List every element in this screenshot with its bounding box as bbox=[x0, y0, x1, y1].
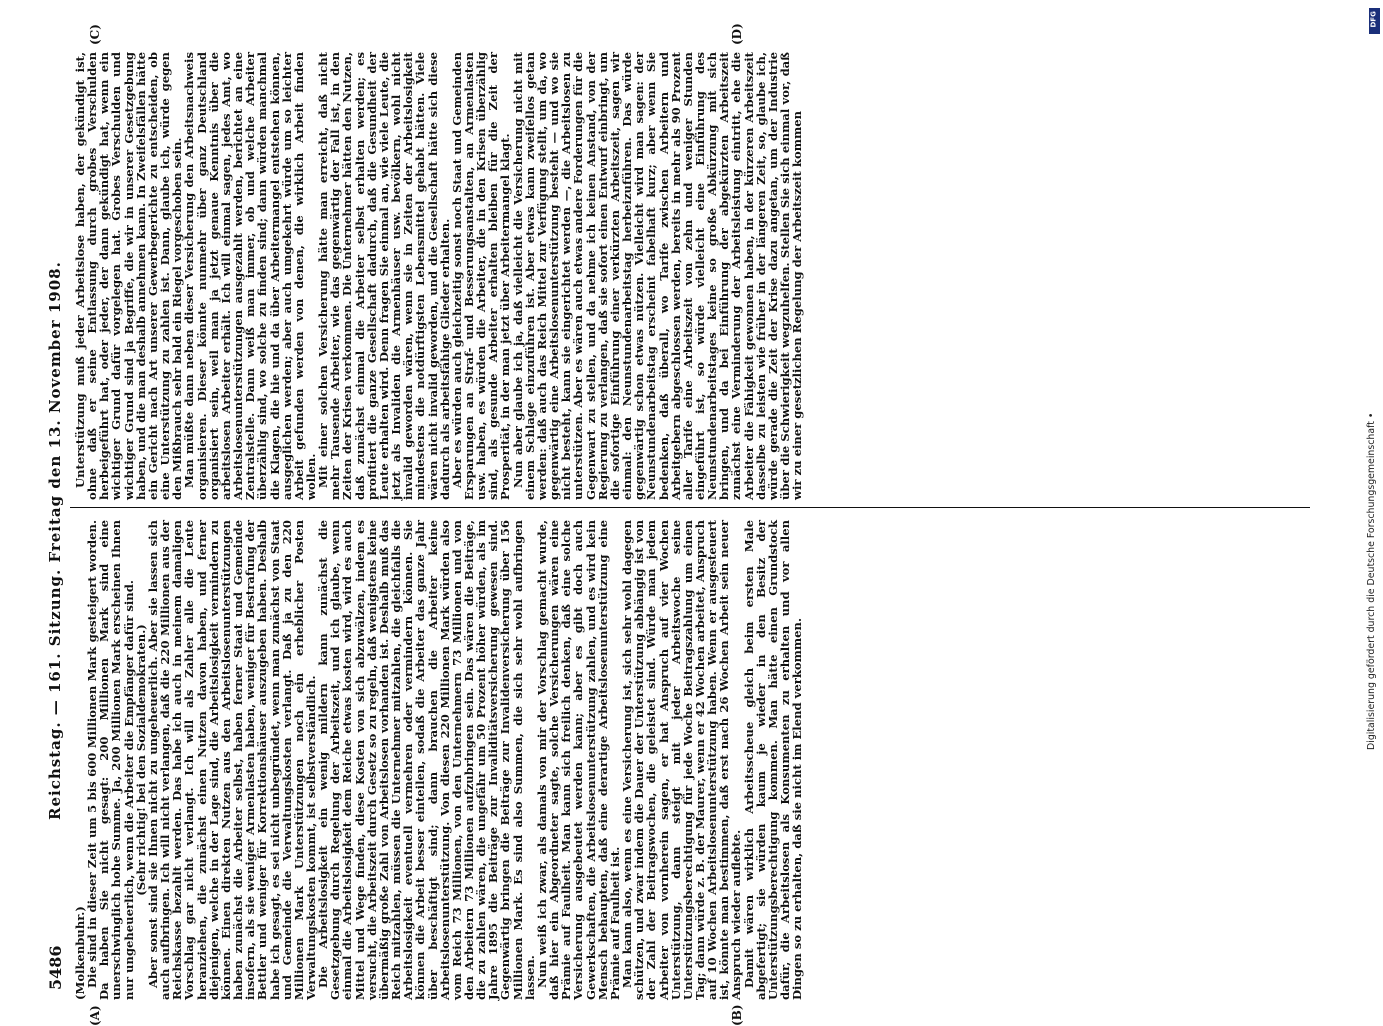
paragraph: Die sind in dieser Zeit um 5 bis 600 Millionen Mark gesteigert worden. Da haben Sie nicht gesagt: 200 Millionen Mark sind eine unerschwinglich hohe Summe. Ja, 200 Millionen Mark erscheinen Ihnen nur ungeheuerlich, wenn die Arbeiter die Empfänger dafür sind. bbox=[86, 520, 135, 1000]
paragraph: Mit einer solchen Versicherung hätte man erreicht, daß nicht mehr Tausende Arbeiter, wie das gegenwärtig der Fall ist, in den Zeiten der Krisen verkommen. Die Unternehmer hätten den Nutzen, daß zunächst einmal die Arbeiter selbst erhalten werden; es profitiert die ganze Gesellschaft dadurch, daß die Gesundheit der Leute erhalten wird. Denn fragen Sie einmal an, wie viele Leute, die jetzt als Invaliden die Armenhäuser usw. bevölkern, wohl nicht invalid geworden wären, wenn sie in Zeiten der Arbeitslosigkeit mindestens die notdürftigsten Lebensmittel gehabt hätten. Viele wären nicht invalid geworden, und die Gesellschaft hätte sich diese dadurch als arbeitsfähige Glieder erhalten. bbox=[317, 52, 451, 500]
paragraph: Damit wären wirklich Arbeitsscheue gleich beim ersten Male abgefertigt; sie würden kaum je wieder in den Besitz der Unterstützungsberechtigung kommen. Man hätte einen Grundstock dafür, die Arbeitslosen als Konsumenten zu erhalten und vor allen Dingen so zu erhalten, daß sie nicht im Elend verkommen. bbox=[743, 520, 804, 1000]
dfg-logo-icon: DFG bbox=[1369, 8, 1380, 34]
rotated-newspaper-page bbox=[40, 20, 1340, 1000]
paragraph: Nun aber glaube ich ja, daß vielleicht die Versicherung nicht mit einem Schlage einzuführen ist. Aber etwas kann zweifellos getan werden: daß auch das Reich Mittel zur Verfügung stellt, um da, wo gegenwärtig eine Arbeitslosenunterstützung besteht — und wo sie nicht besteht, kann sie eingerichtet werden —, die Arbeitslosen zu unterstützen. Aber es wären auch etwas andere Forderungen für die Gegenwart zu stellen, und da nehme ich keinen Anstand, von der Regierung zu verlangen, daß sie sofort einen Entwurf einbringt, um die sofortige Einführung einer verkürzten Arbeitszeit, sagen wir einmal: den Neunstundenarbeitstag herbeizuführen. Das würde gegenwärtig schon etwas nützen. Vielleicht wird man sagen: der Neunstundenarbeitstag erscheint fabelhaft kurz; aber wenn Sie bedenken, daß überall, wo Tarife zwischen Arbeitern und Arbeitgebern abgeschlossen werden, bereits in mehr als 90 Prozent aller Tarife eine Arbeitszeit von zehn und weniger Stunden eingeführt ist, so würde vielleicht eine Einführung des Neunstundenarbeitstages keine so große Abkürzung mit sich bringen, und da bei Einführung der abgekürzten Arbeitszeit zunächst eine Verminderung der Arbeitsleistung eintritt, ehe die Arbeiter die Fähigkeit gewonnen haben, in der kürzeren Arbeitszeit dasselbe zu leisten wie früher in der längeren Zeit, so, glaube ich, würde gerade die Zeit der Krise dazu angetan, um der Industrie über die Schwierigkeit wegzuhelfen. Stellen Sie sich einmal vor, daß wir zu einer gesetzlichen Regelung der Arbeitszeit kommen bbox=[512, 52, 804, 500]
paragraph: Aber es würden auch gleichzeitig sonst noch Staat und Gemeinden Ersparungen an Straf- und Besserungsanstalten, an Armenlasten usw. haben, es würden die Arbeiter, die in den Krisen überzählig sind, als gesunde Arbeiter erhalten bleiben für die Zeit der Prosperität, in der man jetzt über Arbeitermangel klagt. bbox=[451, 52, 512, 500]
page-title: Reichstag. — 161. Sitzung. Freitag den 13. November 1908. bbox=[46, 261, 64, 820]
paragraph: Die Arbeitslosigkeit ein wenig mildern kann zunächst die Gesetzgebung durch Regelung der Arbeitszeit, und ich glaube, wenn einmal die Arbeitslosigkeit dem Reiche etwas kosten wird, wird es auch Mittel und Wege finden, diese Kosten von sich abzuwälzen, indem es versucht, die Arbeitszeit durch Gesetz so zu regeln, daß wenigstens keine übermäßig große Zahl von Arbeitslosen vorhanden ist. Deshalb muß das Reich mitzahlen, müssen die Unternehmer mitzahlen, die gleichfalls die Arbeitslosigkeit eventuell vermehren oder vermindern können. Sie können die Arbeit besser einteilen, sodaß die Arbeiter das ganze Jahr über beschäftigt sind; dann brauchen die Arbeiter keine Arbeitslosenunterstützung. Von diesen 220 Millionen Mark würden also vom Reich 73 Millionen, von den Unternehmern 73 Millionen und von den Arbeitern 73 Millionen aufzubringen sein. Das wären die Beiträge, die zu zahlen wären, die ungefähr um 50 Prozent höher würden, als im Jahre 1895 die Beiträge zur Invaliditätsversicherung gewesen sind. Gegenwärtig bringen die Beiträge zur Invalidenversicherung über 156 Millionen Mark. Es sind also Summen, die sich sehr wohl aufbringen lassen. bbox=[317, 520, 536, 1000]
speaker-name: (Molkenbuhr.) bbox=[74, 520, 86, 1000]
credit-text: Digitalisierung gefördert durch die Deutsche Forschungsgemeinschaft • bbox=[1366, 413, 1377, 750]
column-divider bbox=[70, 507, 1310, 508]
page-number: 5486 bbox=[46, 945, 65, 990]
interjection: (Sehr richtig! bei den Sozialdemokraten.) bbox=[135, 520, 147, 1000]
paragraph: Unterstützung muß jeder Arbeitslose haben, der gekündigt ist, ohne daß er seine Entlassung durch grobes Verschulden herbeigeführt hat, oder jeder, der dann gekündigt hat, wenn ein wichtiger Grund dafür vorgelegen hat. Grobes Verschulden und wichtiger Grund sind ja Begriffe, die wir in unserer Gesetzgebung haben, und die man deshalb annehmen kann. In Zweifelsfällen hätte ein Gericht nach Art unserer Gewerbegerichte zu entscheiden, ob eine Unterstützung zu zahlen ist. Dann, glaube ich, würde gegen den Mißbrauch sehr bald ein Riegel vorgeschoben sein. bbox=[74, 52, 183, 500]
paragraph: Nun weiß ich zwar, als damals von mir der Vorschlag gemacht wurde, daß hier ein Abgeordneter sagte, solche Versicherungen wären eine Prämie auf Faulheit. Man kann sich freilich denken, daß eine solche Versicherung ausgebeutet werden kann; aber es gibt doch auch Gewerkschaften, die Arbeitslosenunterstützung zahlen, und es wird kein Mensch behaupten, daß eine derartige Arbeitslosenunterstützung eine Prämie auf Faulheit ist. bbox=[536, 520, 621, 1000]
page-header bbox=[40, 30, 72, 990]
paragraph: Aber sonst sind sie Ihnen nicht zu ungeheuerlich. Aber sie lassen sich auch aufbringen. Ich will nicht verlangen, daß die 220 Millionen aus der Reichskasse bezahlt werden. Das habe ich auch in meinem damaligen Vorschlag gar nicht verlangt. Ich will als Zahler alle die Leute heranziehen, die zunächst einen Nutzen davon haben, und ferner diejenigen, welche in der Lage sind, die Arbeitslosigkeit vermindern zu können. Einen direkten Nutzen aus den Arbeitslosenunterstützungen haben zunächst die Arbeiter selbst, haben ferner Staat und Gemeinde insofern, als sie weniger Armenlasten haben, weniger für Bestrafung der Bettler und weniger für Korrektionshäuser auszugeben haben. Deshalb habe ich gesagt, es sei nicht unbegründet, wenn man zunächst von Staat und Gemeinde die Verwaltungskosten verlangt. Daß ja zu den 220 Millionen Mark Unterstützungen noch ein erheblicher Posten Verwaltungskosten kommt, ist selbstverständlich. bbox=[147, 520, 317, 1000]
margin-marker-a: (A) bbox=[88, 1005, 102, 1026]
margin-marker-d: (D) bbox=[730, 23, 744, 45]
margin-marker-c: (C) bbox=[88, 24, 102, 45]
margin-marker-b: (B) bbox=[730, 1005, 744, 1026]
paragraph: Man müßte dann neben dieser Versicherung den Arbeitsnachweis organisieren. Dieser könnte nunmehr über ganz Deutschland organisiert sein, weil man ja jetzt genaue Kenntnis über die arbeitslosen Arbeiter erhält. Ich will einmal sagen, jedes Amt, wo Arbeitslosenunterstützungen ausgezahlt werden, berichtet an eine Zentralstelle. Dann weiß man immer, ob und welche Arbeiter überzählig sind, wo solche zu finden sind; dann würden manchmal die Klagen, die hie und da über Arbeitermangel entstehen können, ausgeglichen werden; aber auch umgekehrt würde um so leichter Arbeit gefunden werden von denen, die wirklich Arbeit finden wollen. bbox=[183, 52, 317, 500]
right-column bbox=[74, 52, 803, 500]
digitization-credit bbox=[1365, 0, 1379, 1000]
paragraph: Man kann also, wenn es eine Versicherung ist, sich sehr wohl dagegen schützen, und zwar indem die Dauer der Unterstützung abhängig ist von der Zahl der Beitragswochen, die geleistet sind. Würde man jedem Arbeiter von vornherein sagen, er hat Anspruch auf vier Wochen Unterstützung, dann steigt mit jeder Arbeitswoche seine Unterstützungsberechtigung für jede Woche Beitragszahlung um einen Tag; dann würde z. B. der Maurer, wenn er 42 Wochen arbeitet, Anspruch auf 10 Wochen Arbeitslosenunterstützung haben. Wenn er ausgesteuert ist, könnte man bestimmen, daß erst nach 26 Wochen Arbeit sein neuer Anspruch wieder auflebte. bbox=[621, 520, 743, 1000]
left-column bbox=[74, 520, 803, 1000]
